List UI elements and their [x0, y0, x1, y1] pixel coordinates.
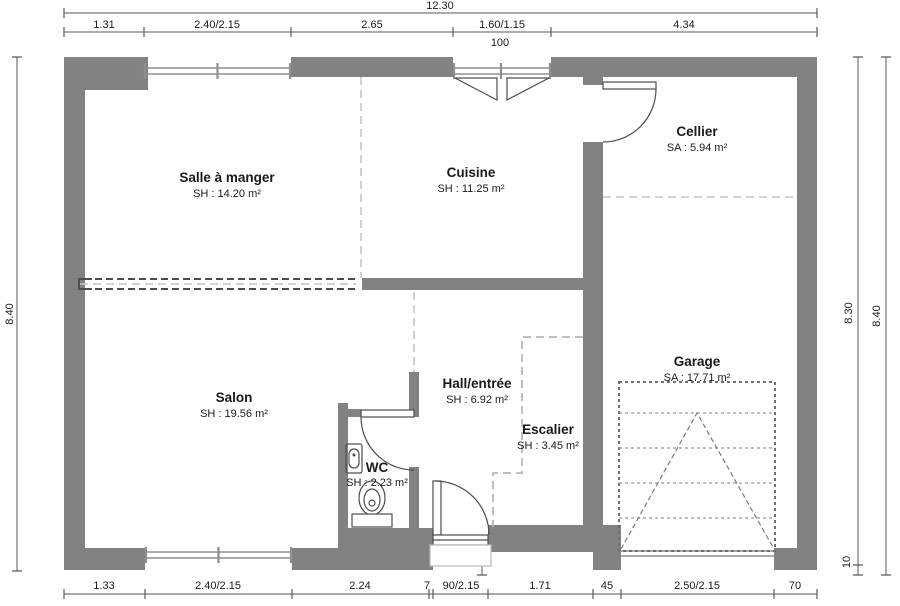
wall-bottom-a: [64, 548, 145, 570]
dim-bottom-8: 2.50/2.15: [674, 580, 720, 592]
door-cellier-swing-arc: [603, 89, 656, 142]
door-cellier: [603, 82, 656, 142]
room-area-wc: SH : 2.23 m²: [346, 477, 408, 489]
wall-bottom-recessed: [488, 525, 593, 552]
dim-bottom-3: 2.24: [349, 580, 371, 592]
dim-bottom-2: 2.40/2.15: [195, 580, 241, 592]
room-area-hall-entree: SH : 6.92 m²: [446, 394, 508, 406]
garage-door-swing-triangle: [621, 413, 774, 549]
casement-triangle-right: [507, 78, 549, 100]
entrance-step: [430, 545, 491, 566]
room-area-garage: SA : 17.71 m²: [663, 372, 731, 384]
dim-bottom-9: 70: [788, 580, 802, 592]
window-french-door-cuisine: [453, 63, 551, 100]
dim-bottom-4: 7: [423, 580, 431, 592]
door-wc-leaf: [361, 410, 414, 417]
window-salle-a-manger: [144, 63, 291, 79]
casement-triangle-left: [455, 78, 497, 100]
garage-slab: [619, 382, 775, 551]
wall-right: [797, 57, 817, 570]
door-cellier-leaf: [603, 82, 656, 89]
room-area-cuisine: SH : 11.25 m²: [437, 183, 505, 195]
wall-cuisine-hall: [362, 278, 583, 290]
room-label-salon: Salon: [215, 390, 253, 405]
wall-bottom-b2-pier: [348, 528, 433, 570]
door-entrance-leaf: [433, 481, 441, 535]
wall-bottom-e: [774, 548, 817, 570]
washbasin: [346, 444, 362, 473]
room-label-escalier: Escalier: [522, 422, 574, 437]
toilet-tank: [352, 514, 392, 527]
wall-wc-top-stub: [348, 409, 361, 417]
wall-cellier-above-door: [583, 57, 603, 85]
dim-right-outer: 8.40: [871, 305, 883, 327]
dim-right-step: 10: [841, 555, 853, 569]
room-area-salon: SH : 19.56 m²: [200, 408, 268, 420]
room-area-salle-a-manger: SH : 14.20 m²: [193, 188, 261, 200]
dim-top-sub: 100: [490, 37, 510, 49]
dim-left-total: 8.40: [4, 303, 16, 325]
wall-wc-right-lower: [409, 467, 419, 528]
door-entrance: [430, 481, 491, 566]
dim-top-5: 4.34: [673, 19, 695, 31]
dim-top-total: 12.30: [426, 0, 454, 12]
door-entrance-swing-arc: [435, 481, 489, 535]
wall-wc-left: [338, 403, 348, 548]
room-label-hall-entree: Hall/entrée: [442, 376, 512, 391]
room-label-cuisine: Cuisine: [446, 165, 496, 180]
garage-ramp-lines: [619, 413, 775, 518]
garage-slab-outline: [619, 382, 775, 551]
dim-top-1: 1.31: [93, 19, 115, 31]
dim-bottom-6: 1.71: [529, 580, 551, 592]
dim-right-inner: 8.30: [843, 302, 855, 324]
room-label-cellier: Cellier: [676, 124, 718, 139]
dim-bottom-5: 90/2.15: [442, 580, 480, 592]
room-labels: [179, 124, 730, 489]
dim-top-3: 2.65: [361, 19, 383, 31]
wall-top-b: [291, 57, 453, 77]
room-label-wc: WC: [365, 460, 389, 475]
dim-bottom-1: 1.33: [93, 580, 115, 592]
room-area-cellier: SA : 5.94 m²: [666, 142, 728, 154]
dim-bottom-7: 45: [600, 580, 614, 592]
room-label-salle-a-manger: Salle à manger: [179, 170, 275, 185]
opening-salle-salon: [79, 279, 356, 289]
window-salon: [145, 547, 292, 563]
dim-top-4: 1.60/1.15: [479, 19, 525, 31]
dim-top-2: 2.40/2.15: [194, 19, 240, 31]
wall-garage-separation: [583, 142, 603, 552]
wall-bottom-b1: [292, 548, 348, 570]
wall-left: [64, 57, 85, 570]
room-label-garage: Garage: [673, 354, 721, 369]
doors: [361, 82, 656, 566]
room-area-escalier: SH : 3.45 m²: [517, 440, 579, 452]
